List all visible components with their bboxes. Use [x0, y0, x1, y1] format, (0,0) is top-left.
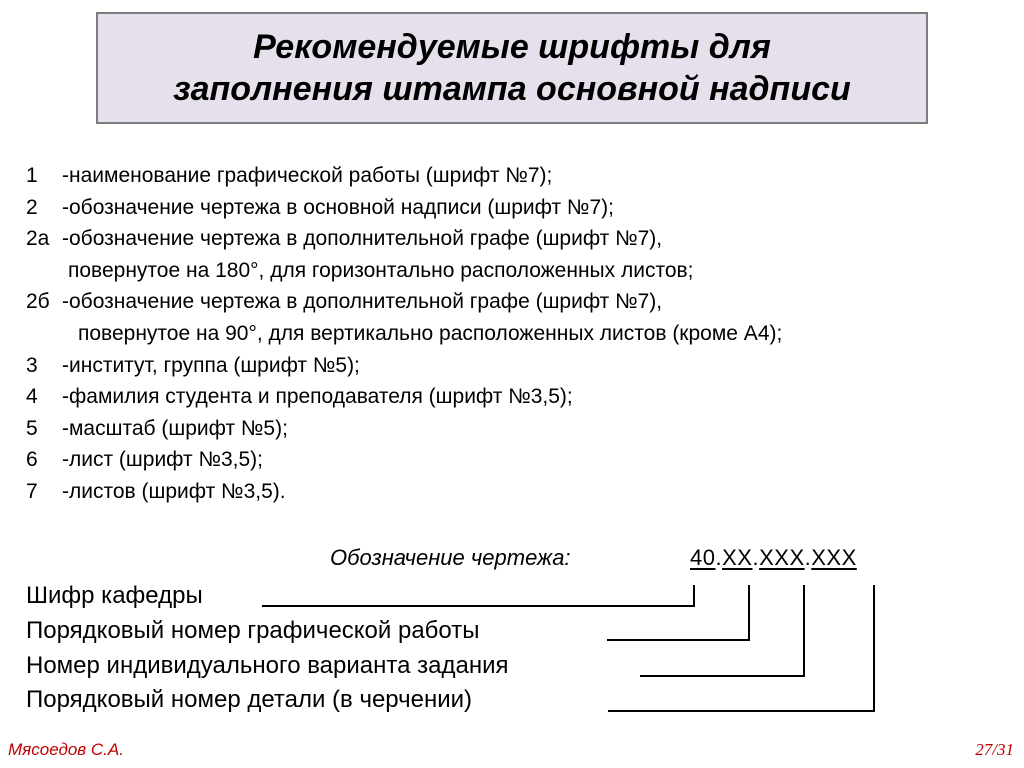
item-text: -листов (шрифт №3,5). — [62, 479, 286, 503]
code-part-detail: XXX — [811, 545, 857, 570]
title-line-2: заполнения штампа основной надписи — [173, 70, 851, 108]
code-part-variant: XXX — [759, 545, 805, 570]
footer-page-number: 27/31 — [975, 740, 1014, 759]
cipher-label-variant: Номер индивидуального варианта задания — [26, 652, 509, 679]
item-text: -обозначение чертежа в дополнительной графе (шрифт №7), — [62, 227, 663, 251]
item-number: 2 — [26, 195, 38, 219]
item-number: 2а — [26, 227, 50, 251]
item-number: 2б — [26, 290, 50, 314]
list-item-2b-continuation: повернутое на 90°, для вертикально расположенных листов (кроме А4); — [78, 321, 783, 345]
leader-line-detail — [608, 585, 874, 711]
footer-author: Мясоедов С.А. — [8, 740, 124, 759]
list-item-2a-continuation: повернутое на 180°, для горизонтально расположенных листов; — [68, 258, 694, 282]
title-line-1: Рекомендуемые шрифты для — [253, 28, 771, 66]
item-number: 4 — [26, 385, 38, 409]
cipher-label-work-number: Порядковый номер графической работы — [26, 617, 480, 644]
code-part-work: XX — [722, 545, 753, 570]
item-number: 3 — [26, 353, 38, 377]
cipher-label-department: Шифр кафедры — [26, 582, 203, 609]
item-text: -лист (шрифт №3,5); — [62, 448, 263, 472]
designation-label: Обозначение чертежа: — [330, 545, 571, 570]
code-dot: . — [715, 545, 723, 570]
item-text: -обозначение чертежа в основной надписи (шрифт №7); — [62, 195, 614, 219]
item-number: 6 — [26, 448, 38, 472]
item-number: 7 — [26, 479, 38, 503]
item-text: -институт, группа (шрифт №5); — [62, 353, 360, 377]
leader-line-variant — [640, 585, 804, 676]
code-part-department: 40 — [690, 545, 716, 570]
leader-line-department — [262, 585, 694, 606]
item-text: -масштаб (шрифт №5); — [62, 416, 288, 440]
cipher-label-detail: Порядковый номер детали (в черчении) — [26, 686, 473, 713]
code-dot: . — [752, 545, 760, 570]
item-text: -наименование графической работы (шрифт №7); — [62, 164, 553, 187]
item-number: 1 — [26, 164, 38, 187]
item-text: -обозначение чертежа в дополнительной графе (шрифт №7), — [62, 290, 663, 314]
item-number: 5 — [26, 416, 38, 440]
code-dot: . — [804, 545, 812, 570]
item-text: -фамилия студента и преподавателя (шрифт №3,5); — [62, 385, 573, 409]
leader-line-work-number — [607, 585, 749, 640]
